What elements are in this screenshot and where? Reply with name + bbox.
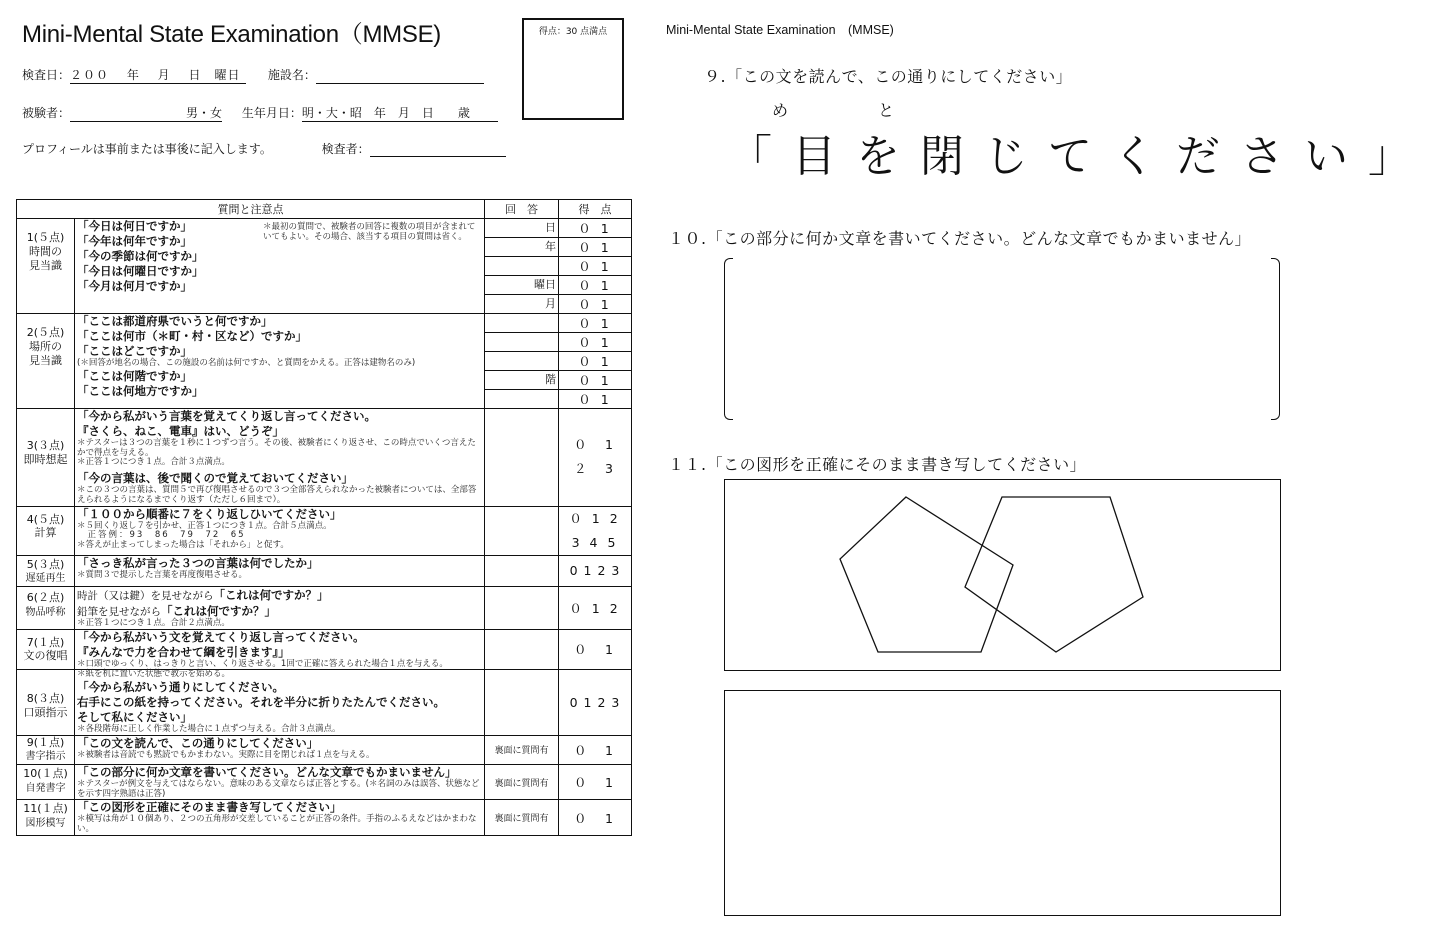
- answer-cell[interactable]: [485, 670, 559, 735]
- answer-cell[interactable]: [485, 506, 559, 555]
- subject-name-field[interactable]: [70, 107, 186, 122]
- ruby-me: め: [772, 101, 789, 120]
- score-cell[interactable]: ０ 1: [559, 314, 632, 333]
- note: ＊テスターが例文を与えてはならない。意味のある文章ならば正答とする。(＊名詞のみは誤答、状態などを示す四字熟語は正答): [77, 778, 480, 799]
- question: 「ここは都道府県でいうと何ですか」: [77, 314, 273, 328]
- score-cell[interactable]: ０ 1: [559, 390, 632, 409]
- section-8-questions: [75, 670, 485, 735]
- score-cell[interactable]: 0 1 2 3: [559, 670, 632, 735]
- pentagon-right: [965, 497, 1143, 652]
- score-cell[interactable]: ０ 1: [559, 238, 632, 257]
- cat-5: 5(３点) 遅延再生: [17, 555, 75, 586]
- exam-date-row: [22, 66, 484, 84]
- section-11-questions: [75, 800, 485, 835]
- facility-field[interactable]: [316, 69, 484, 84]
- score-cell[interactable]: ０ 1: [559, 257, 632, 276]
- examiner-field[interactable]: [370, 142, 506, 157]
- answer-cell[interactable]: 曜日: [485, 276, 559, 295]
- answer-cell[interactable]: [485, 409, 559, 507]
- score-cell[interactable]: ０ 1: [559, 219, 632, 238]
- note: ＊質問３で提示した言葉を再度復唱させる。: [77, 569, 248, 580]
- section-7-questions: [75, 629, 485, 670]
- question: 「今から私がいう通りにしてください。: [77, 680, 284, 695]
- total-score-box[interactable]: [522, 18, 624, 120]
- question: 「ここは何市（＊町・村・区など）ですか」: [77, 328, 307, 343]
- intersecting-pentagons-figure: [725, 480, 1279, 669]
- question: 「１００から順番に７をくり返しひいてください」: [77, 506, 342, 521]
- instruction-10: １０.「この部分に何か文章を書いてください。どんな文章でもかまいません」: [668, 229, 1252, 248]
- question: 右手にこの紙を持ってください。それを半分に折りたたんでください。: [77, 695, 445, 709]
- mmse-table: [16, 199, 632, 836]
- section-4-questions: [75, 506, 485, 555]
- answer-cell[interactable]: 裏面に質問有: [485, 800, 559, 835]
- score-cell[interactable]: ０ 1: [559, 764, 632, 799]
- section-1-questions: [75, 219, 485, 314]
- score-cell[interactable]: ０ 1: [559, 333, 632, 352]
- score-cell[interactable]: ０ 1: [559, 371, 632, 390]
- question: そして私にください」: [77, 709, 192, 724]
- question: 「ここは何地方ですか」: [77, 383, 204, 398]
- exam-date-field[interactable]: ２００ 年 月 日 曜日: [70, 66, 246, 84]
- score-cell[interactable]: ０ 1 2: [559, 586, 632, 629]
- question: 「ここはどこですか」: [77, 343, 192, 358]
- profile-row: [22, 140, 506, 157]
- sex-selector[interactable]: 男・女: [186, 106, 223, 120]
- figure-model-box: [724, 479, 1281, 671]
- question: 「この図形を正確にそのまま書き写してください」: [77, 800, 342, 815]
- left-bracket: [724, 258, 733, 420]
- score-cell[interactable]: ０ 1: [559, 276, 632, 295]
- score-cell[interactable]: ０ 1: [559, 629, 632, 670]
- question: 「今日は何日ですか」: [77, 219, 192, 233]
- note: ＊この３つの言葉は、質問５で再び復唱させるので３つ全部答えられなかった被験者については、全部答えられるようになるまでくり返す（ただし６回まで）。: [77, 485, 477, 505]
- question: 「この部分に何か文章を書いてください。どんな文章でもかまいません」: [77, 764, 457, 779]
- exam-date-label: 検査日：: [22, 68, 71, 82]
- question: 「今日は何曜日ですか」: [77, 263, 204, 278]
- answer-cell[interactable]: 日: [485, 219, 559, 238]
- question: 「今の季節は何ですか」: [77, 248, 204, 263]
- figure-copy-area[interactable]: [724, 690, 1281, 916]
- cat-1: 1(５点) 時間の 見当識: [17, 219, 75, 314]
- sentence-writing-area[interactable]: [724, 258, 1280, 418]
- header-score: 得 点: [559, 200, 632, 219]
- question: 「さっき私が言った３つの言葉は何でしたか」: [77, 555, 319, 570]
- cat-3: 3(３点) 即時想起: [17, 409, 75, 507]
- score-cell[interactable]: ０ 1: [559, 352, 632, 371]
- answer-cell[interactable]: [485, 555, 559, 586]
- ruby-to: と: [878, 101, 895, 120]
- total-score-label: 得点：30 点満点: [538, 27, 608, 37]
- score-cell[interactable]: ０ 1: [559, 295, 632, 314]
- header-answer: 回 答: [485, 200, 559, 219]
- instruction-11: １１.「この図形を正確にそのまま書き写してください」: [668, 455, 1087, 474]
- page-title: Mini-Mental State Examination（MMSE): [22, 21, 441, 48]
- question: 「今の言葉は、後で聞くので覚えておいてください」: [77, 471, 353, 486]
- note: ＊答えが止まってしまった場合は「それから」と促す。: [77, 540, 289, 551]
- examiner-label: 検査者：: [321, 142, 370, 156]
- note: ＊５回くり返し７を引かせ、正答１つにつき１点。合計５点満点。: [77, 520, 332, 531]
- score-cell[interactable]: ０ 1: [559, 735, 632, 764]
- score-cell[interactable]: ０ 1 2 3 4 5: [559, 506, 632, 555]
- note: (＊回答が地名の場合、この施設の名前は何ですか、と質問をかえる。正答は建物名のみ): [77, 357, 416, 368]
- note: ＊紙を机に置いた状態で教示を始める。: [77, 669, 231, 680]
- cat-11: 11(１点) 図形模写: [17, 800, 75, 835]
- answer-cell[interactable]: 裏面に質問有: [485, 764, 559, 799]
- question: 「今から私がいう言葉を覚えてくり返し言ってください。: [77, 409, 376, 423]
- cat-7: 7(１点) 文の復唱: [17, 629, 75, 670]
- score-cell[interactable]: ０ 1: [559, 800, 632, 835]
- close-eyes-instruction: 「目を閉じてください」: [728, 131, 1432, 182]
- answer-cell[interactable]: [485, 333, 559, 352]
- section-2-questions: [75, 314, 485, 409]
- cat-9: 9(１点) 書字指示: [17, 735, 75, 764]
- score-cell[interactable]: ０ 1 ２ 3: [559, 409, 632, 507]
- note: ＊模写は角が１０個あり、２つの五角形が交差していることが正答の条件。手指のふるえなどはかまわない。: [77, 814, 477, 835]
- question: 「今年は何年ですか」: [77, 233, 192, 248]
- cat-4: 4(５点) 計算: [17, 506, 75, 555]
- dob-field[interactable]: 明・大・昭 年 月 日 歳: [302, 104, 498, 122]
- note: 正答例：93 86 79 72 65: [77, 530, 246, 541]
- right-bracket: [1271, 258, 1280, 420]
- section-10-questions: [75, 764, 485, 799]
- header-question: 質問と注意点: [17, 200, 485, 219]
- answer-cell[interactable]: 階: [485, 371, 559, 390]
- right-page-title: Mini-Mental State Examination (MMSE): [666, 23, 894, 37]
- question: 「この文を読んで、この通りにしてください」: [77, 735, 319, 750]
- section-3-questions: [75, 409, 485, 507]
- pentagon-left: [840, 497, 1013, 652]
- score-cell[interactable]: 0 1 2 3: [559, 555, 632, 586]
- instruction-9: ９.「この文を読んで、この通りにしてください」: [704, 67, 1073, 86]
- answer-cell[interactable]: [485, 257, 559, 276]
- cat-2: 2(５点) 場所の 見当識: [17, 314, 75, 409]
- note: ＊被験者は音読でも黙読でもかまわない。実際に目を閉じれば１点を与える。: [77, 749, 375, 760]
- answer-cell[interactable]: [485, 352, 559, 371]
- cat-6: 6(２点) 物品呼称: [17, 586, 75, 629]
- answer-cell[interactable]: 裏面に質問有: [485, 735, 559, 764]
- profile-note: プロフィールは事前または事後に記入します。: [22, 142, 272, 156]
- subject-label: 被験者：: [22, 106, 71, 120]
- note: ＊最初の質問で、被験者の回答に複数の項目が含まれていてもよい。その場合、該当する項目の質問は省く。: [263, 222, 476, 242]
- question: 「ここは何階ですか」: [77, 368, 192, 383]
- note: ＊テスターは３つの言葉を１秒に１つずつ言う。その後、被験者にくり返させ、この時点でいくつ言えたかで得点を与える。: [77, 437, 476, 458]
- answer-cell[interactable]: 月: [485, 295, 559, 314]
- answer-cell[interactable]: [485, 629, 559, 670]
- question: 「今から私がいう文を覚えてくり返し言ってください。: [77, 629, 365, 644]
- note: ＊各段階毎に正しく作業した場合に１点ずつ与える。合計３点満点。: [77, 723, 341, 734]
- answer-cell[interactable]: [485, 314, 559, 333]
- facility-label: 施設名：: [267, 68, 316, 82]
- subject-row: [22, 104, 498, 122]
- cat-10: 10(１点) 自発書字: [17, 764, 75, 799]
- question: 『さくら、ねこ、電車』はい、どうぞ」: [77, 423, 284, 438]
- question: 『みんなで力を合わせて綱を引きます』」: [77, 644, 290, 659]
- answer-cell[interactable]: [485, 586, 559, 629]
- section-9-questions: [75, 735, 485, 764]
- note: ＊正答１つにつき１点。合計３点満点。: [77, 457, 230, 468]
- table-header-row: [17, 200, 632, 219]
- section-6-questions: 時計（又は鍵）を見せながら「これは何ですか？」 鉛筆を見せながら「これは何ですか？」 ＊正答１つにつき１点。合計２点満点。: [75, 586, 485, 629]
- note: ＊口頭でゆっくり、はっきりと言い、くり返させる。1回で正確に答えられた場合１点を与える。: [77, 658, 448, 669]
- question: 「今月は何月ですか」: [77, 278, 192, 293]
- section-5-questions: [75, 555, 485, 586]
- answer-cell[interactable]: [485, 390, 559, 409]
- answer-cell[interactable]: 年: [485, 238, 559, 257]
- note: ＊正答１つにつき１点。合計２点満点。: [77, 617, 230, 628]
- cat-8: 8(３点) 口頭指示: [17, 670, 75, 735]
- dob-label: 生年月日：: [241, 106, 302, 120]
